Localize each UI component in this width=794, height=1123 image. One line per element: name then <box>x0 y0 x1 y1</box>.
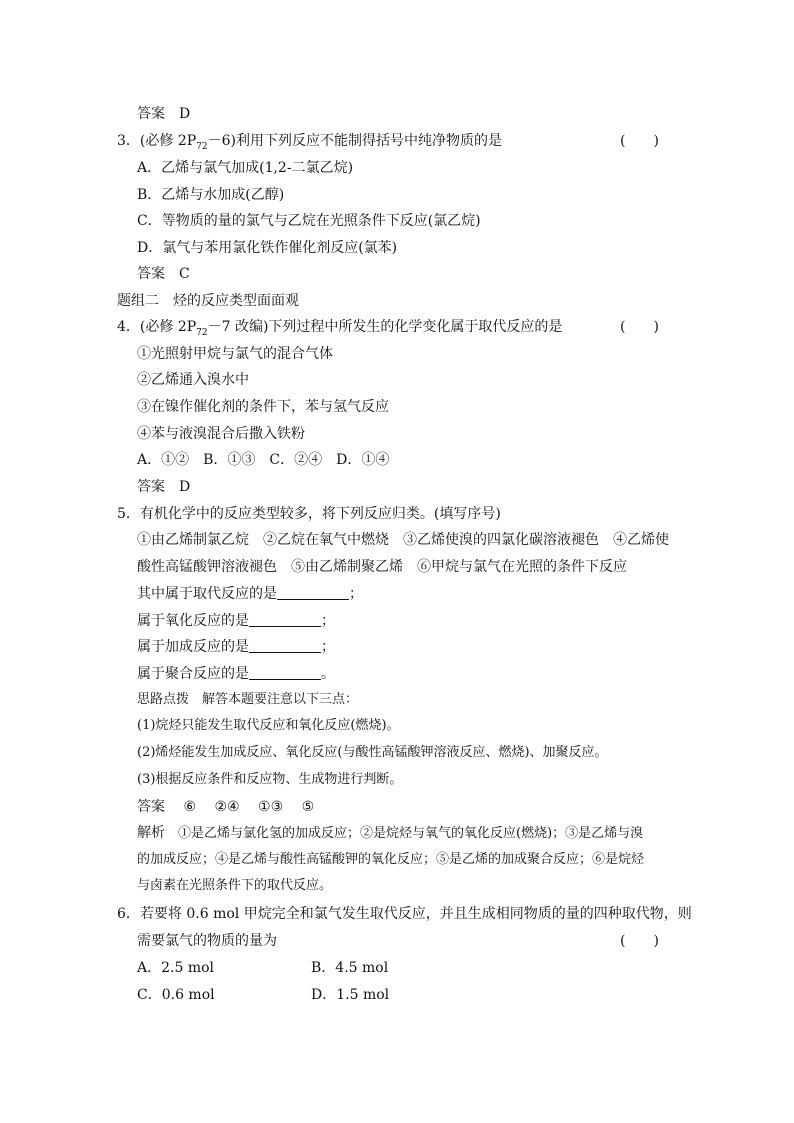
q3-answer: 答案 C <box>137 266 190 282</box>
q5-hint-1: (1)烷烃只能发生取代反应和氧化反应(燃烧)。 <box>137 718 400 733</box>
q5-analysis-line-2: 的加成反应；④是乙烯与酸性高锰酸钾的氧化反应；⑤是乙烯的加成聚合反应；⑥是烷烃 <box>137 852 645 867</box>
hint-intro: 解答本题要注意以下三点： <box>189 692 359 707</box>
q3-option-a: A．乙烯与氯气加成(1,2-二氯乙烷) <box>137 160 354 176</box>
q6-option-c: C．0.6 mol <box>137 987 215 1003</box>
q6-answer-paren: ( ) <box>620 933 659 949</box>
q4-answer: 答案 D <box>137 479 191 495</box>
q6-options-row-1 <box>137 958 389 978</box>
answer-blank[interactable] <box>249 612 321 627</box>
q5-blank-addition <box>137 637 335 657</box>
q4-item-4: ④苯与液溴混合后撒入铁粉 <box>137 426 305 442</box>
q3-stem-page: 72 <box>196 141 208 152</box>
q3-option-c: C．等物质的量的氯气与乙烷在光照条件下反应(氯乙烷) <box>137 213 481 229</box>
group2-title: 题组二 烃的反应类型面面观 <box>117 293 299 309</box>
answer-blank[interactable] <box>249 665 321 680</box>
q4-stem <box>117 317 659 338</box>
q5-blank-substitution <box>137 584 363 604</box>
blank-label: 属于氧化反应的是 <box>137 613 249 629</box>
answer-blank[interactable] <box>249 638 321 653</box>
blank-end: ； <box>321 639 335 655</box>
q5-stem: 5．有机化学中的反应类型较多，将下列反应归类。(填写序号) <box>117 506 501 522</box>
q4-item-2: ②乙烯通入溴水中 <box>137 372 249 388</box>
q6-stem-line-2 <box>137 931 659 951</box>
q6-option-a: A．2.5 mol <box>137 960 215 976</box>
q4-stem-text: －7 改编)下列过程中所发生的化学变化属于取代反应的是 <box>207 319 563 335</box>
answer-blank[interactable] <box>277 585 349 600</box>
q5-blank-polymerization <box>137 664 335 684</box>
q2-answer: 答案 D <box>137 106 191 122</box>
q6-option-d: D．1.5 mol <box>311 987 390 1003</box>
q4-stem-prefix: 4．(必修 2P <box>117 319 197 335</box>
q5-analysis-line-1 <box>137 823 643 843</box>
q4-stem-page: 72 <box>196 327 208 338</box>
q4-answer-paren: ( ) <box>620 319 659 335</box>
q5-list-line-2: 酸性高锰酸钾溶液褪色 ⑤由乙烯制聚乙烯 ⑥甲烷与氯气在光照的条件下反应 <box>137 559 627 575</box>
blank-label: 属于加成反应的是 <box>137 639 249 655</box>
blank-end: 。 <box>321 666 335 682</box>
answer-value: ⑤ <box>301 799 315 815</box>
q6-option-b: B．4.5 mol <box>311 960 389 976</box>
q5-answer <box>137 797 314 817</box>
q3-stem <box>117 131 659 152</box>
q5-hint-3: (3)根据反应条件和反应物、生成物进行判断。 <box>137 772 403 787</box>
hint-title: 思路点拨 <box>137 692 190 707</box>
q3-answer-paren: ( ) <box>620 133 659 149</box>
q4-item-3: ③在镍作催化剂的条件下，苯与氢气反应 <box>137 399 389 415</box>
blank-label: 其中属于取代反应的是 <box>137 586 277 602</box>
q4-options: A．①② B．①③ C．②④ D．①④ <box>137 452 390 468</box>
q5-hint-2: (2)烯烃能发生加成反应、氧化反应(与酸性高锰酸钾溶液反应、燃烧)、加聚反应。 <box>137 745 608 760</box>
q3-option-d: D．氯气与苯用氯化铁作催化剂反应(氯苯) <box>137 240 398 256</box>
q5-hint-heading <box>137 690 358 710</box>
analysis-text: ①是乙烯与氯化氢的加成反应；②是烷烃与氧气的氧化反应(燃烧)；③是乙烯与溴 <box>165 826 644 841</box>
q6-stem-line-1: 6．若要将 0.6 mol 甲烷完全和氯气发生取代反应，并且生成相同物质的量的四种取代物，则 <box>117 906 692 922</box>
q3-stem-prefix: 3．(必修 2P <box>117 133 197 149</box>
blank-end: ； <box>321 613 335 629</box>
q4-item-1: ①光照射甲烷与氯气的混合气体 <box>137 346 333 362</box>
q6-stem-text: 需要氯气的物质的量为 <box>137 933 277 949</box>
answer-label: 答案 <box>137 799 165 815</box>
answer-value: ①③ <box>258 799 284 815</box>
q6-options-row-2 <box>137 985 390 1005</box>
answer-value: ②④ <box>214 799 240 815</box>
analysis-label: 解析 <box>137 825 165 841</box>
blank-label: 属于聚合反应的是 <box>137 666 249 682</box>
q5-analysis-line-3: 与卤素在光照条件下的取代反应。 <box>137 878 333 893</box>
q5-list-line-1: ①由乙烯制氯乙烷 ②乙烷在氧气中燃烧 ③乙烯使溴的四氯化碳溶液褪色 ④乙烯使 <box>137 532 669 548</box>
q3-option-b: B．乙烯与水加成(乙醇) <box>137 187 285 203</box>
q5-blank-oxidation <box>137 611 335 631</box>
q3-stem-text: －6)利用下列反应不能制得括号中纯净物质的是 <box>207 133 502 149</box>
blank-end: ； <box>349 586 363 602</box>
answer-value: ⑥ <box>183 799 197 815</box>
